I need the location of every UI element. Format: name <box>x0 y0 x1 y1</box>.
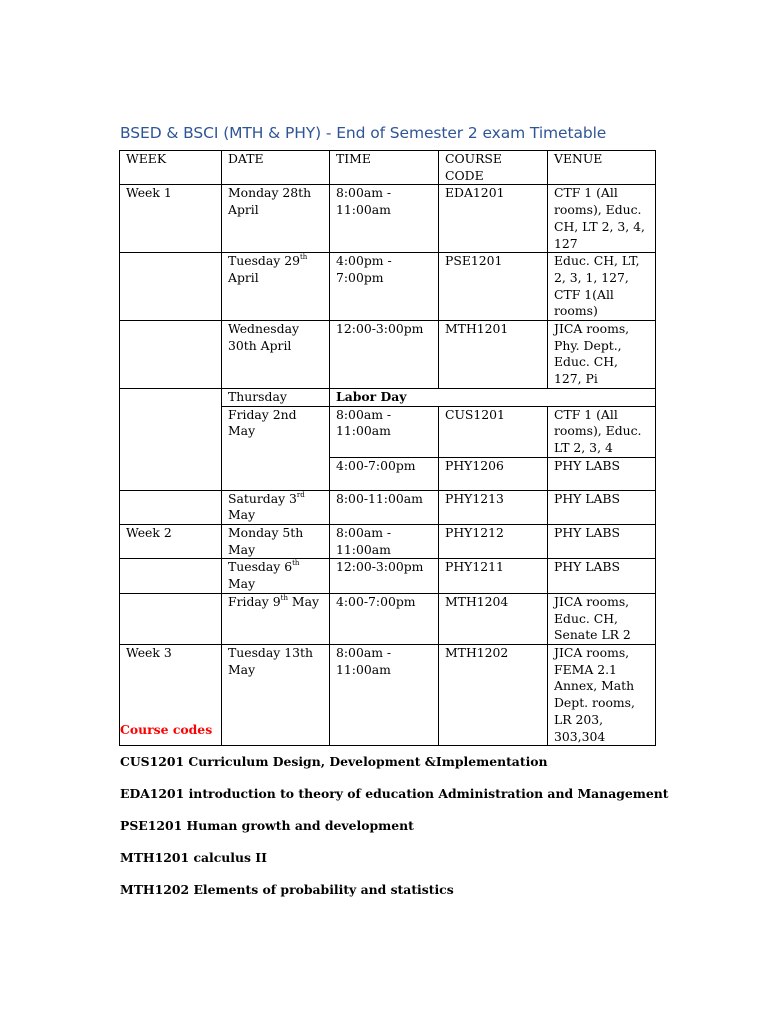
course-code-item: MTH1202 Elements of probability and statistics <box>120 882 454 897</box>
date-month: May <box>228 576 256 592</box>
course-codes-section <box>120 722 720 914</box>
cell-week <box>120 388 222 406</box>
date-month: May <box>228 507 256 523</box>
cell-venue: PHY LABS <box>548 525 656 559</box>
header-course-code: COURSE CODE <box>439 151 548 185</box>
table-row <box>120 593 656 644</box>
cell-time: 12:00-3:00pm <box>330 321 439 389</box>
cell-time: 4:00-7:00pm <box>330 457 439 490</box>
cell-course-code: PHY1211 <box>439 559 548 593</box>
cell-course-code: MTH1204 <box>439 593 548 644</box>
cell-venue: JICA rooms, FEMA 2.1 Annex, Math Dept. rooms, LR 203, 303,304 <box>548 644 656 745</box>
cell-venue: PHY LABS <box>548 559 656 593</box>
course-code-item: EDA1201 introduction to theory of education Administration and Management <box>120 786 669 801</box>
cell-date <box>222 253 330 321</box>
header-week: WEEK <box>120 151 222 185</box>
cell-date: Monday 5th May <box>222 525 330 559</box>
cell-date: Tuesday 13th May <box>222 644 330 745</box>
course-code-item: MTH1201 calculus II <box>120 850 267 865</box>
cell-course-code: PHY1206 <box>439 457 548 490</box>
cell-venue: JICA rooms, Educ. CH, Senate LR 2 <box>548 593 656 644</box>
cell-week: Week 3 <box>120 644 222 745</box>
cell-date <box>222 559 330 593</box>
course-code-item: CUS1201 Curriculum Design, Development &Implementation <box>120 754 548 769</box>
cell-time: 4:00-7:00pm <box>330 593 439 644</box>
cell-week <box>120 593 222 644</box>
cell-course-code: MTH1201 <box>439 321 548 389</box>
cell-course-code: EDA1201 <box>439 185 548 253</box>
table-row <box>120 406 656 457</box>
cell-week <box>120 253 222 321</box>
cell-venue: CTF 1 (All rooms), Educ. LT 2, 3, 4 <box>548 406 656 457</box>
cell-venue: Educ. CH, LT, 2, 3, 1, 127, CTF 1(All rooms) <box>548 253 656 321</box>
date-suffix: th <box>292 559 300 568</box>
cell-date: Wednesday 30th April <box>222 321 330 389</box>
cell-venue: CTF 1 (All rooms), Educ. CH, LT 2, 3, 4, 127 <box>548 185 656 253</box>
cell-week: Week 2 <box>120 525 222 559</box>
table-row <box>120 185 656 253</box>
date-text: Saturday 3 <box>228 490 297 506</box>
date-text: Tuesday 6 <box>228 559 293 575</box>
cell-week <box>120 490 222 524</box>
cell-week <box>120 406 222 457</box>
date-text: Friday 9 <box>228 593 281 609</box>
table-row <box>120 525 656 559</box>
date-suffix: th <box>280 593 288 602</box>
cell-course-code: CUS1201 <box>439 406 548 457</box>
cell-time: 8:00am - 11:00am <box>330 406 439 457</box>
cell-week <box>120 559 222 593</box>
table-row <box>120 253 656 321</box>
date-month: April <box>228 269 259 285</box>
cell-week: Week 1 <box>120 185 222 253</box>
header-date: DATE <box>222 151 330 185</box>
date-text: Tuesday 29 <box>228 253 300 269</box>
cell-course-code: PSE1201 <box>439 253 548 321</box>
cell-date: Thursday <box>222 388 330 406</box>
cell-week <box>120 321 222 389</box>
cell-time: 8:00am - 11:00am <box>330 525 439 559</box>
cell-time: 4:00pm - 7:00pm <box>330 253 439 321</box>
cell-date <box>222 593 330 644</box>
cell-course-code: PHY1213 <box>439 490 548 524</box>
exam-timetable <box>119 150 656 746</box>
cell-week <box>120 457 222 490</box>
cell-date <box>222 490 330 524</box>
cell-venue: JICA rooms, Phy. Dept., Educ. CH, 127, Pi <box>548 321 656 389</box>
course-codes-heading: Course codes <box>120 722 213 737</box>
cell-time: 8:00-11:00am <box>330 490 439 524</box>
cell-course-code: MTH1202 <box>439 644 548 745</box>
cell-time: 12:00-3:00pm <box>330 559 439 593</box>
date-suffix: th <box>299 253 308 262</box>
cell-note: Labor Day <box>330 388 656 406</box>
table-row <box>120 457 656 490</box>
page-title: BSED & BSCI (MTH & PHY) - End of Semester 2 exam Timetable <box>120 124 607 142</box>
header-time: TIME <box>330 151 439 185</box>
date-month: May <box>287 593 319 609</box>
table-row <box>120 388 656 406</box>
header-venue: VENUE <box>548 151 656 185</box>
date-suffix: rd <box>296 490 305 499</box>
cell-time: 8:00am - 11:00am <box>330 644 439 745</box>
table-row <box>120 559 656 593</box>
course-code-item: PSE1201 Human growth and development <box>120 818 414 833</box>
table-row <box>120 490 656 524</box>
cell-date: Friday 2nd May <box>222 406 330 490</box>
table-row <box>120 321 656 389</box>
cell-venue: PHY LABS <box>548 457 656 490</box>
cell-venue: PHY LABS <box>548 490 656 524</box>
cell-date: Monday 28th April <box>222 185 330 253</box>
cell-course-code: PHY1212 <box>439 525 548 559</box>
cell-time: 8:00am - 11:00am <box>330 185 439 253</box>
table-header-row <box>120 151 656 185</box>
